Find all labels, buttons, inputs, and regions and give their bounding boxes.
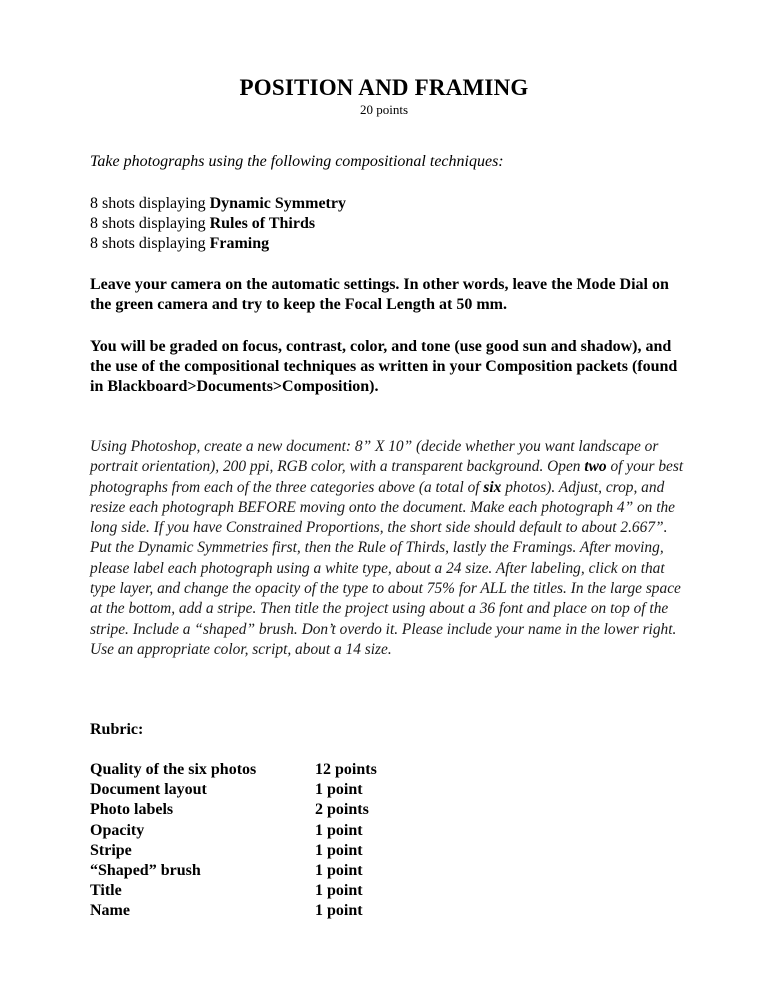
rubric-row [90, 800, 490, 820]
rubric-table [90, 760, 490, 922]
document-page [90, 0, 690, 994]
rubric-points: 1 point [315, 841, 363, 859]
rubric-points: 1 point [315, 902, 363, 920]
settings-text-2: on the green camera and try to keep the [90, 276, 669, 313]
shot-prefix: 8 shots displaying [90, 215, 210, 232]
rubric-points: 2 points [315, 801, 369, 819]
rubric-points: 1 point [315, 882, 363, 900]
photoshop-emphasis-six: six [483, 478, 502, 496]
rubric-heading: Rubric: [90, 721, 144, 738]
shot-technique: Rules of Thirds [209, 215, 316, 232]
rubric-item: “Shaped” brush [90, 862, 201, 880]
rubric-row [90, 760, 490, 780]
rubric-item: Opacity [90, 821, 145, 839]
rubric-row [90, 861, 490, 881]
rubric-points: 1 point [315, 821, 363, 839]
rubric-item: Stripe [90, 841, 132, 859]
rubric-item: Photo labels [90, 801, 174, 819]
rubric-row [90, 821, 490, 841]
photoshop-instructions [90, 437, 690, 660]
rubric-item: Title [90, 882, 122, 900]
settings-focal-length: Focal Length [344, 296, 435, 313]
shot-item-framing [90, 234, 346, 254]
photoshop-text-2: of your best photographs from each of the three categories above (a total of [90, 458, 684, 496]
rubric-item: Document layout [90, 781, 207, 799]
photoshop-text-3: photos). Adjust, crop, and resize each photograph BEFORE moving onto the document. Make each photograph 4” on the long side. If you have Constrained Proportions, the short side should default to about 2.667”. Put the Dynamic Symmetries first, then the Rule of Thirds, lastly the Framings. After moving, please label each photograph using a white type, about a 24 size. After labeling, click on that type layer, and change the opacity of the type to about 75% for ALL the titles. In the large space at the bottom, add a stripe. Then title the project using about a 36 font and place on top of the stripe. Include a “shaped” brush. Don’t overdo it. Please include your name in the lower right. Use an appropriate color, script, about a 14 size. [90, 478, 681, 658]
rubric-points: 12 points [315, 761, 377, 778]
rubric-points: 1 point [315, 862, 363, 880]
shot-prefix: 8 shots displaying [90, 195, 210, 212]
settings-text-3: at 50 mm. [434, 296, 507, 313]
rubric-row [90, 881, 490, 901]
shot-item-dynamic-symmetry [90, 194, 346, 214]
grading-paragraph: You will be graded on focus, contrast, color, and tone (use good sun and shadow), and the use of the compositional techniques as written in your Composition packets (found in Blackboard>Documents>Composition). [90, 338, 678, 395]
shot-prefix: 8 shots displaying [90, 235, 210, 252]
camera-settings-paragraph [90, 275, 686, 315]
shot-technique: Dynamic Symmetry [209, 195, 346, 212]
shot-technique: Framing [209, 235, 270, 252]
settings-text-1: Leave your camera on the automatic settings. In other words, leave the [90, 276, 577, 293]
settings-mode-dial: Mode Dial [576, 276, 648, 293]
rubric-item: Quality of the six photos [90, 761, 257, 778]
rubric-row [90, 841, 490, 861]
shot-list [90, 194, 346, 254]
rubric-row [90, 780, 490, 800]
rubric-item: Name [90, 902, 130, 920]
intro-text: Take photographs using the following compositional techniques: [90, 153, 504, 170]
rubric-row [90, 901, 490, 921]
rubric-points: 1 point [315, 781, 363, 799]
page-title: POSITION AND FRAMING [239, 75, 529, 100]
page-subtitle: 20 points [359, 102, 409, 117]
shot-item-rules-of-thirds [90, 214, 346, 234]
photoshop-text-1: Using Photoshop, create a new document: 8” X 10” (decide whether you want landscape or portrait orientation), 200 ppi, RGB color, with a transparent background. Open [90, 438, 659, 476]
photoshop-emphasis-two: two [584, 458, 607, 476]
